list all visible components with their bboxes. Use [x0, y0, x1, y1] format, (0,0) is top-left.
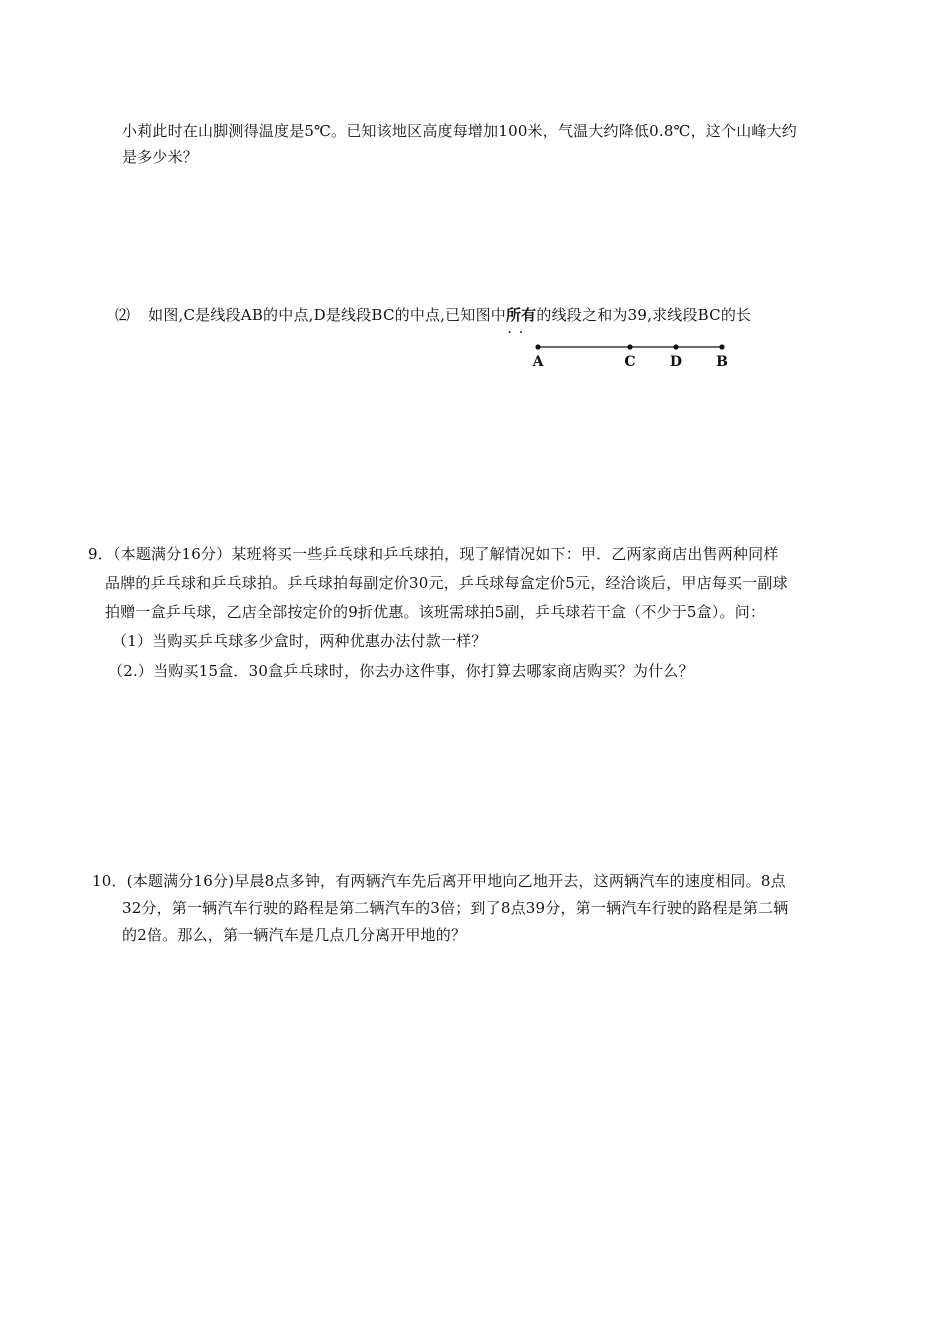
p8-part2-emphasis: 所有 ..	[506, 306, 536, 324]
p9-text-line-3: 拍赠一盒乒乓球，乙店全部按定价的9折优惠。该班需球拍5副，乒乓球若干盒（不少于5盒）。问：	[105, 603, 766, 621]
p10-text-line-3: 的2倍。那么，第一辆汽车是几点几分离开甲地的？	[122, 926, 467, 944]
segment-points	[532, 344, 729, 370]
point-c-dot	[627, 344, 632, 349]
p10-text-line-2: 32分，第一辆汽车行驶的路程是第二辆汽车的3倍；到了8点39分，第一辆汽车行驶的路程是第二辆	[122, 899, 789, 917]
p9-question-2: （2.）当购买15盒．30盒乒乓球时，你去办这件事，你打算去哪家商店购买？为什么？	[108, 662, 694, 680]
p8-part2-text-after: 的线段之和为39,求线段BC的长	[536, 306, 752, 324]
emphasis-dots: ..	[507, 326, 531, 336]
p8-part2-number: ⑵	[115, 306, 131, 324]
p8-text-line-1: 小莉此时在山脚测得温度是5℃。已知该地区高度每增加100米，气温大约降低0.8℃，这个山峰大约	[122, 122, 797, 140]
point-d-dot	[673, 344, 678, 349]
point-b-dot	[719, 344, 724, 349]
p8-text-line-2: 是多少米？	[122, 148, 199, 166]
point-c-label: C	[624, 354, 636, 370]
p9-text-line-1: 9．（本题满分16分）某班将买一些乒乓球和乒乓球拍，现了解情况如下：甲．乙两家商店出售两种同样	[88, 545, 779, 563]
point-a-dot	[535, 344, 540, 349]
point-d-label: D	[669, 354, 683, 370]
point-b-label: B	[716, 354, 728, 370]
p10-text-line-1: 10．(本题满分16分)早晨8点多钟，有两辆汽车先后离开甲地向乙地开去，这两辆汽车的速度相同。8点	[92, 872, 786, 890]
point-a-label: A	[532, 354, 544, 370]
p9-question-1: （1）当购买乒乓球多少盒时，两种优惠办法付款一样？	[112, 632, 487, 650]
p9-text-line-2: 品牌的乒乓球和乒乓球拍。乒乓球拍每副定价30元，乒乓球每盒定价5元，经洽谈后，甲店每买一副球	[105, 574, 788, 592]
segment-figure	[528, 340, 738, 372]
p8-part2-text-before: 如图,C是线段AB的中点,D是线段BC的中点,已知图中	[148, 306, 506, 324]
p8-part2-question	[115, 305, 752, 336]
